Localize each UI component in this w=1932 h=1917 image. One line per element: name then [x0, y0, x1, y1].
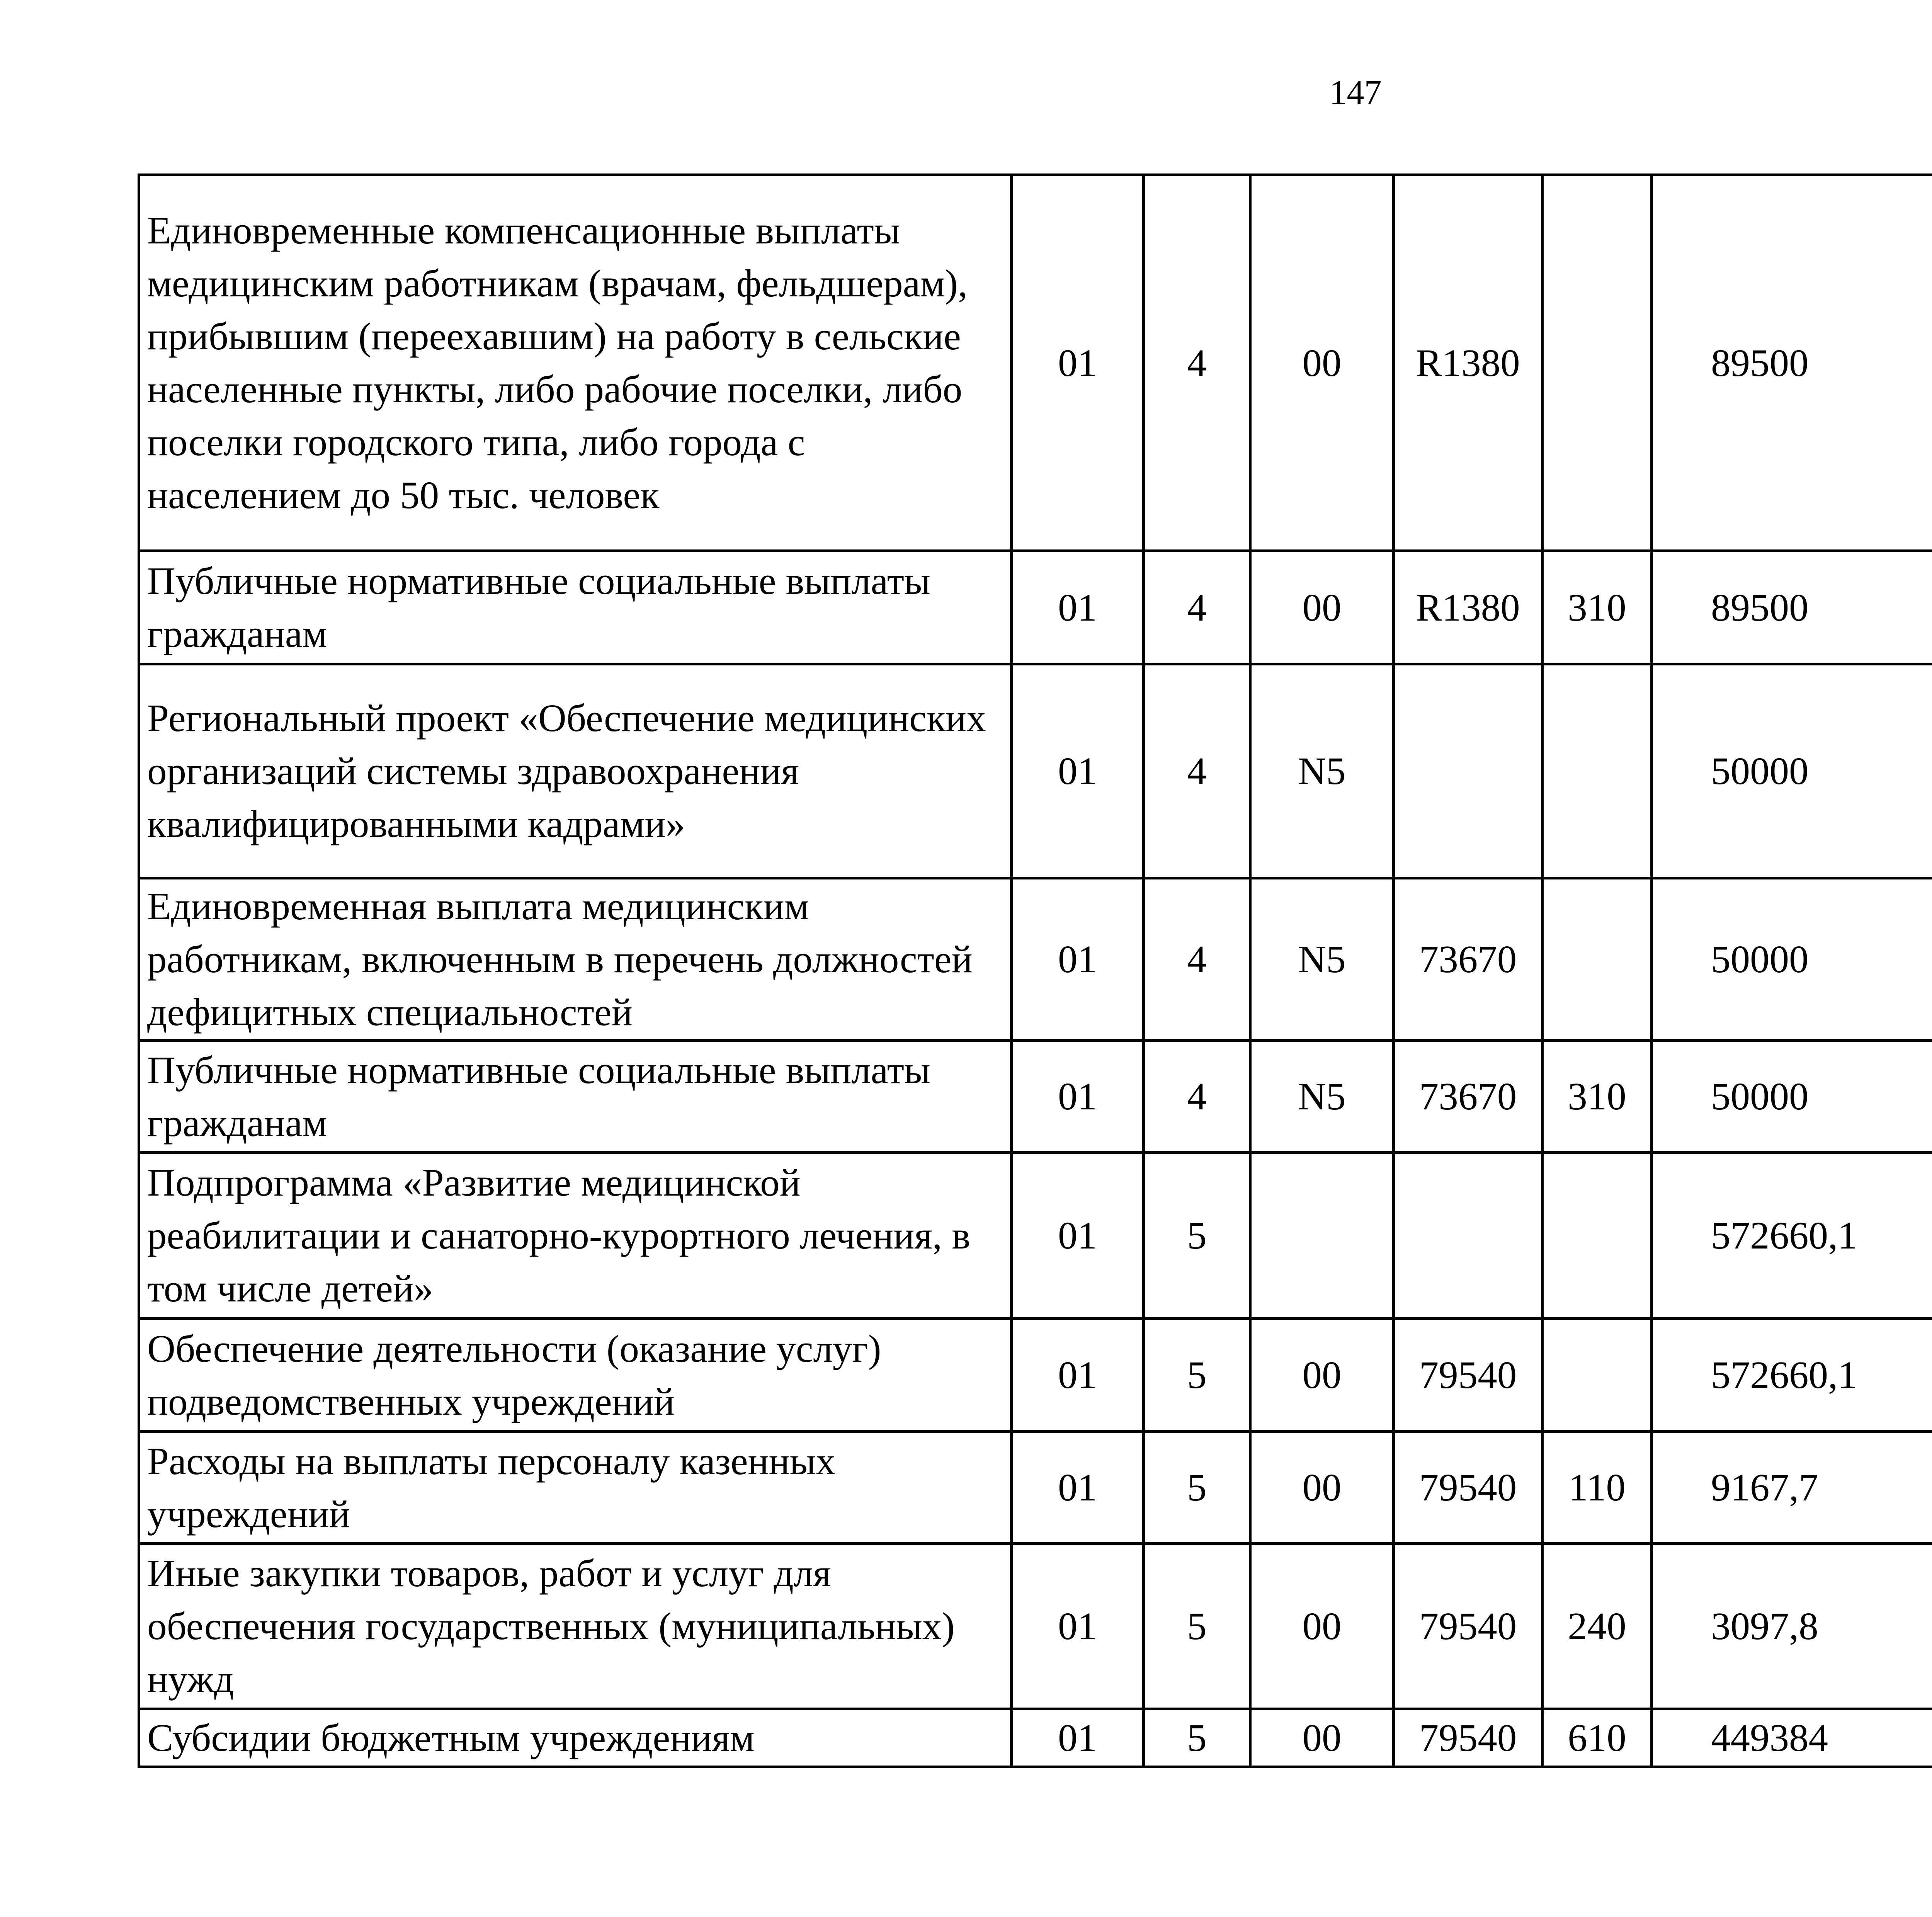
amount-year-1: 89500 [1652, 551, 1932, 664]
table-row [139, 1153, 1932, 1319]
budget-table [138, 173, 1932, 1768]
code-subprogram: 4 [1144, 878, 1250, 1041]
amount-year-1: 572660,1 [1652, 1319, 1932, 1432]
table-body [139, 175, 1932, 1767]
table-row [139, 175, 1932, 551]
code-subprogram: 5 [1144, 1319, 1250, 1432]
code-subprogram: 4 [1144, 664, 1250, 878]
table-row [139, 1319, 1932, 1432]
row-name: Единовременная выплата медицинским работникам, включенным в перечень должностей дефицитных специальностей [139, 878, 1012, 1041]
code-program: 01 [1012, 664, 1144, 878]
amount-year-1: 89500 [1652, 175, 1932, 551]
code-expense-type: 240 [1543, 1544, 1652, 1709]
code-program: 01 [1012, 1432, 1144, 1544]
code-direction: 79540 [1394, 1544, 1543, 1709]
code-direction: 73670 [1394, 878, 1543, 1041]
code-subprogram: 5 [1144, 1153, 1250, 1319]
code-direction: 79540 [1394, 1432, 1543, 1544]
code-expense-type: 310 [1543, 551, 1652, 664]
code-main-event [1250, 1153, 1394, 1319]
code-main-event: 00 [1250, 1319, 1394, 1432]
code-direction [1394, 1153, 1543, 1319]
amount-year-1: 449384 [1652, 1709, 1932, 1767]
amount-year-1: 50000 [1652, 1041, 1932, 1153]
code-main-event: 00 [1250, 175, 1394, 551]
code-program: 01 [1012, 551, 1144, 664]
amount-year-1: 3097,8 [1652, 1544, 1932, 1709]
page-number: 147 [1329, 73, 1382, 112]
table-row [139, 1432, 1932, 1544]
row-name: Обеспечение деятельности (оказание услуг) подведомственных учреждений [139, 1319, 1012, 1432]
row-name: Единовременные компенсационные выплаты медицинским работникам (врачам, фельдшерам), прибывшим (переехавшим) на работу в сельские населенные пункты, либо рабочие поселки, либо поселки городского типа, либо города с населением до 50 тыс. человек [139, 175, 1012, 551]
code-expense-type [1543, 175, 1652, 551]
table-row [139, 1041, 1932, 1153]
row-name: Иные закупки товаров, работ и услуг для обеспечения государственных (муниципальных) нужд [139, 1544, 1012, 1709]
amount-year-1: 50000 [1652, 664, 1932, 878]
code-expense-type [1543, 1153, 1652, 1319]
amount-year-1: 50000 [1652, 878, 1932, 1041]
table-row [139, 1709, 1932, 1767]
code-direction: 73670 [1394, 1041, 1543, 1153]
table-row [139, 664, 1932, 878]
table-row [139, 551, 1932, 664]
code-main-event: 00 [1250, 551, 1394, 664]
code-main-event: N5 [1250, 664, 1394, 878]
code-main-event: 00 [1250, 1544, 1394, 1709]
code-program: 01 [1012, 1709, 1144, 1767]
code-expense-type: 110 [1543, 1432, 1652, 1544]
row-name: Региональный проект «Обеспечение медицинских организаций системы здравоохранения квалифицированными кадрами» [139, 664, 1012, 878]
code-expense-type [1543, 664, 1652, 878]
row-name: Субсидии бюджетным учреждениям [139, 1709, 1012, 1767]
code-expense-type [1543, 878, 1652, 1041]
code-subprogram: 4 [1144, 1041, 1250, 1153]
code-program: 01 [1012, 1041, 1144, 1153]
code-subprogram: 5 [1144, 1544, 1250, 1709]
table-row [139, 878, 1932, 1041]
code-expense-type [1543, 1319, 1652, 1432]
code-main-event: 00 [1250, 1432, 1394, 1544]
code-main-event: N5 [1250, 1041, 1394, 1153]
code-program: 01 [1012, 175, 1144, 551]
code-expense-type: 310 [1543, 1041, 1652, 1153]
code-program: 01 [1012, 878, 1144, 1041]
amount-year-1: 9167,7 [1652, 1432, 1932, 1544]
code-main-event: 00 [1250, 1709, 1394, 1767]
row-name: Публичные нормативные социальные выплаты гражданам [139, 551, 1012, 664]
code-direction: 79540 [1394, 1709, 1543, 1767]
row-name: Подпрограмма «Развитие медицинской реабилитации и санаторно-курортного лечения, в том числе детей» [139, 1153, 1012, 1319]
code-subprogram: 5 [1144, 1709, 1250, 1767]
code-program: 01 [1012, 1319, 1144, 1432]
amount-year-1: 572660,1 [1652, 1153, 1932, 1319]
code-main-event: N5 [1250, 878, 1394, 1041]
code-subprogram: 4 [1144, 551, 1250, 664]
code-direction: 79540 [1394, 1319, 1543, 1432]
code-subprogram: 5 [1144, 1432, 1250, 1544]
row-name: Расходы на выплаты персоналу казенных учреждений [139, 1432, 1012, 1544]
table-row [139, 1544, 1932, 1709]
code-program: 01 [1012, 1544, 1144, 1709]
code-subprogram: 4 [1144, 175, 1250, 551]
code-direction [1394, 664, 1543, 878]
row-name: Публичные нормативные социальные выплаты гражданам [139, 1041, 1012, 1153]
code-program: 01 [1012, 1153, 1144, 1319]
code-expense-type: 610 [1543, 1709, 1652, 1767]
code-direction: R1380 [1394, 551, 1543, 664]
code-direction: R1380 [1394, 175, 1543, 551]
